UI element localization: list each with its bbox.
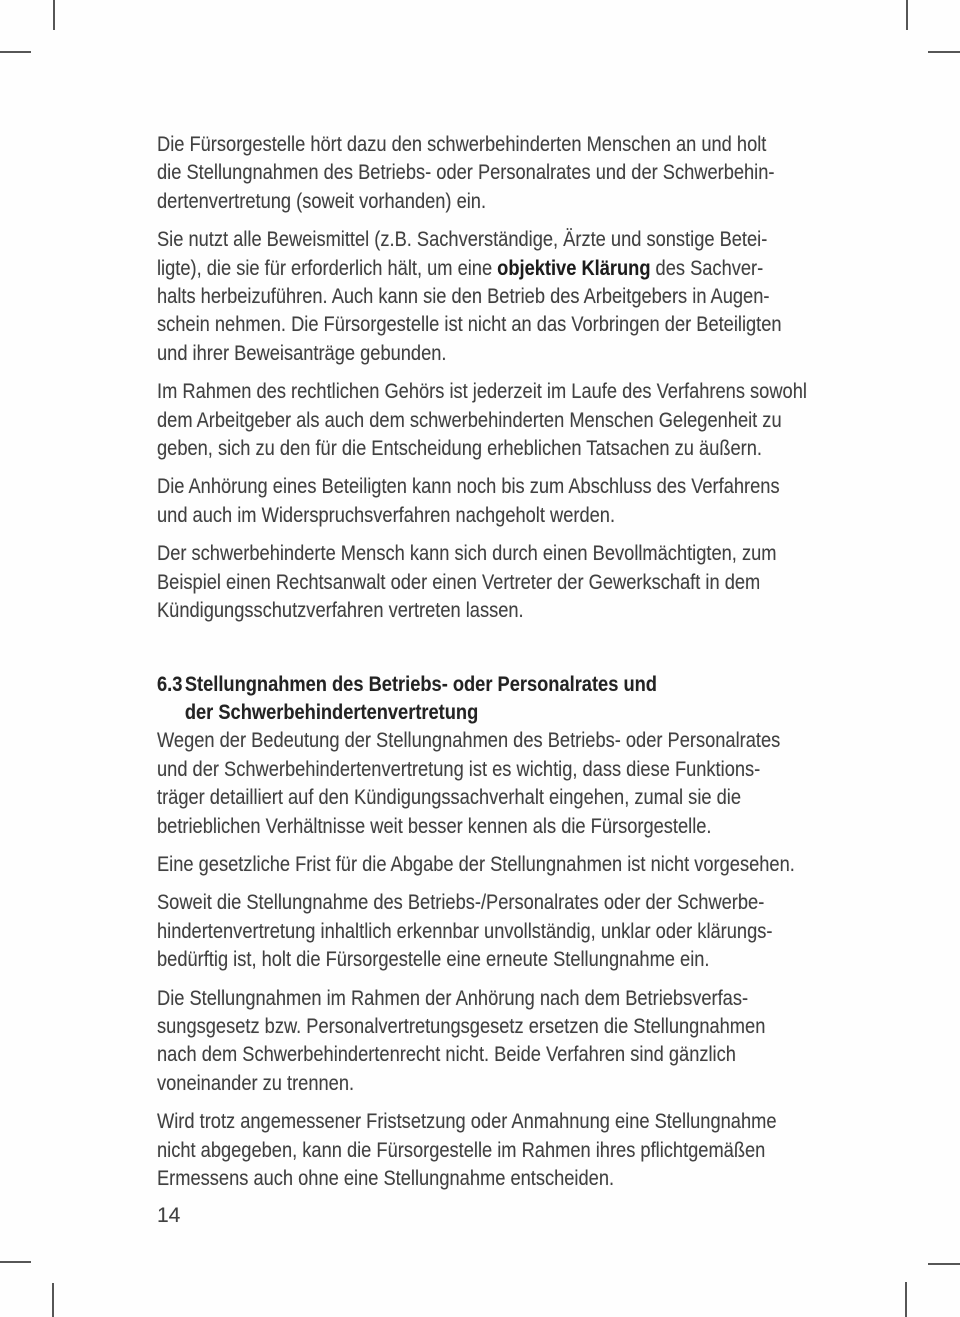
paragraph xyxy=(157,226,836,368)
text-line: nicht abgegeben, kann die Fürsorgestelle im Rahmen ihres pflichtgemäßen xyxy=(157,1138,766,1162)
text-line: Kündigungsschutzverfahren vertreten lassen. xyxy=(157,599,524,623)
text-line: Wird trotz angemessener Fristsetzung oder Anmahnung eine Stellungnahme xyxy=(157,1110,777,1134)
text-line: betrieblichen Verhältnisse weit besser kennen als die Fürsorgestelle. xyxy=(157,814,712,838)
text-line: Der schwerbehinderte Mensch kann sich durch einen Bevollmächtigten, zum xyxy=(157,542,777,566)
text-line: geben, sich zu den für die Entscheidung erheblichen Tatsachen zu äußern. xyxy=(157,437,763,461)
text-line: und der Schwerbehindertenvertretung ist es wichtig, dass diese Funktions- xyxy=(157,757,761,781)
crop-mark-top-right-horizontal xyxy=(928,51,960,53)
text-line: Im Rahmen des rechtlichen Gehörs ist jederzeit im Laufe des Verfahrens sowohl xyxy=(157,380,807,404)
text-line: die Stellungnahmen des Betriebs- oder Personalrates und der Schwerbehin- xyxy=(157,161,775,185)
crop-mark-bottom-left-vertical xyxy=(52,1283,54,1317)
paragraph xyxy=(157,851,836,879)
text-line: Beispiel einen Rechtsanwalt oder einen Vertreter der Gewerkschaft in dem xyxy=(157,570,761,594)
text-line: bedürftig ist, holt die Fürsorgestelle eine erneute Stellungnahme ein. xyxy=(157,948,710,972)
section-number: 6.3 xyxy=(157,672,183,696)
page-number: 14 xyxy=(157,1204,181,1227)
paragraph xyxy=(157,473,836,530)
text-line: voneinander zu trennen. xyxy=(157,1071,355,1095)
text-line: und auch im Widerspruchsverfahren nachgeholt werden. xyxy=(157,503,616,527)
crop-mark-top-left-vertical xyxy=(53,0,55,30)
paragraph xyxy=(157,889,836,974)
crop-mark-top-left-horizontal xyxy=(0,51,31,53)
text-line: Ermessens auch ohne eine Stellungnahme entscheiden. xyxy=(157,1167,615,1190)
section-title xyxy=(185,671,657,728)
text-line: dem Arbeitgeber als auch dem schwerbehinderten Menschen Gelegenheit zu xyxy=(157,408,782,432)
paragraph xyxy=(157,727,836,841)
paragraph xyxy=(157,985,836,1099)
crop-mark-bottom-left-horizontal xyxy=(0,1261,31,1263)
text-line: Soweit die Stellungnahme des Betriebs-/Personalrates oder der Schwerbe- xyxy=(157,891,765,915)
text-line: sungsgesetz bzw. Personalvertretungsgesetz ersetzen die Stellungnahmen xyxy=(157,1014,766,1038)
paragraph xyxy=(157,131,836,216)
crop-mark-bottom-right-horizontal xyxy=(928,1263,960,1265)
text-line: Eine gesetzliche Frist für die Abgabe der Stellungnahmen ist nicht vorgesehen. xyxy=(157,852,795,876)
text-line xyxy=(157,255,836,283)
text-line: Stellungnahmen des Betriebs- oder Personalrates und xyxy=(184,672,657,696)
text-line: Sie nutzt alle Beweismittel (z.B. Sachverständige, Ärzte und sonstige Betei- xyxy=(157,228,768,252)
paragraph xyxy=(157,1108,836,1193)
crop-mark-top-right-vertical xyxy=(906,0,908,30)
text-line: hindertenvertretung inhaltlich erkennbar unvollständig, unklar oder klärungs- xyxy=(157,919,773,943)
crop-mark-bottom-right-vertical xyxy=(905,1282,907,1317)
text-line: der Schwerbehindertenvertretung xyxy=(184,700,479,724)
text-line: schein nehmen. Die Fürsorgestelle ist nicht an das Vorbringen der Beteiligten xyxy=(157,313,782,337)
text-line: Die Anhörung eines Beteiligten kann noch bis zum Abschluss des Verfahrens xyxy=(157,475,780,499)
paragraph xyxy=(157,378,836,463)
paragraph xyxy=(157,540,836,625)
text-line: Die Stellungnahmen im Rahmen der Anhörung nach dem Betriebsverfas- xyxy=(157,986,749,1010)
text-line: halts herbeizuführen. Auch kann sie den Betrieb des Arbeitgebers in Augen- xyxy=(157,285,770,309)
text-segment: ligte), die sie für erforderlich hält, um eine xyxy=(157,256,498,280)
text-line: Die Fürsorgestelle hört dazu den schwerbehinderten Menschen an und holt xyxy=(157,133,767,156)
text-line: träger detailliert auf den Kündigungssachverhalt eingehen, zumal sie die xyxy=(157,786,742,810)
bold-text-segment: objektive Klärung xyxy=(497,256,651,280)
text-line: dertenvertretung (soweit vorhanden) ein. xyxy=(157,189,487,213)
section-heading xyxy=(157,671,836,728)
text-segment: des Sachver- xyxy=(650,256,764,280)
text-line: Wegen der Bedeutung der Stellungnahmen des Betriebs- oder Personalrates xyxy=(157,729,781,753)
page-text-column xyxy=(157,131,836,1193)
text-line: nach dem Schwerbehindertenrecht nicht. Beide Verfahren sind gänzlich xyxy=(157,1043,736,1067)
text-line: und ihrer Beweisanträge gebunden. xyxy=(157,341,447,365)
